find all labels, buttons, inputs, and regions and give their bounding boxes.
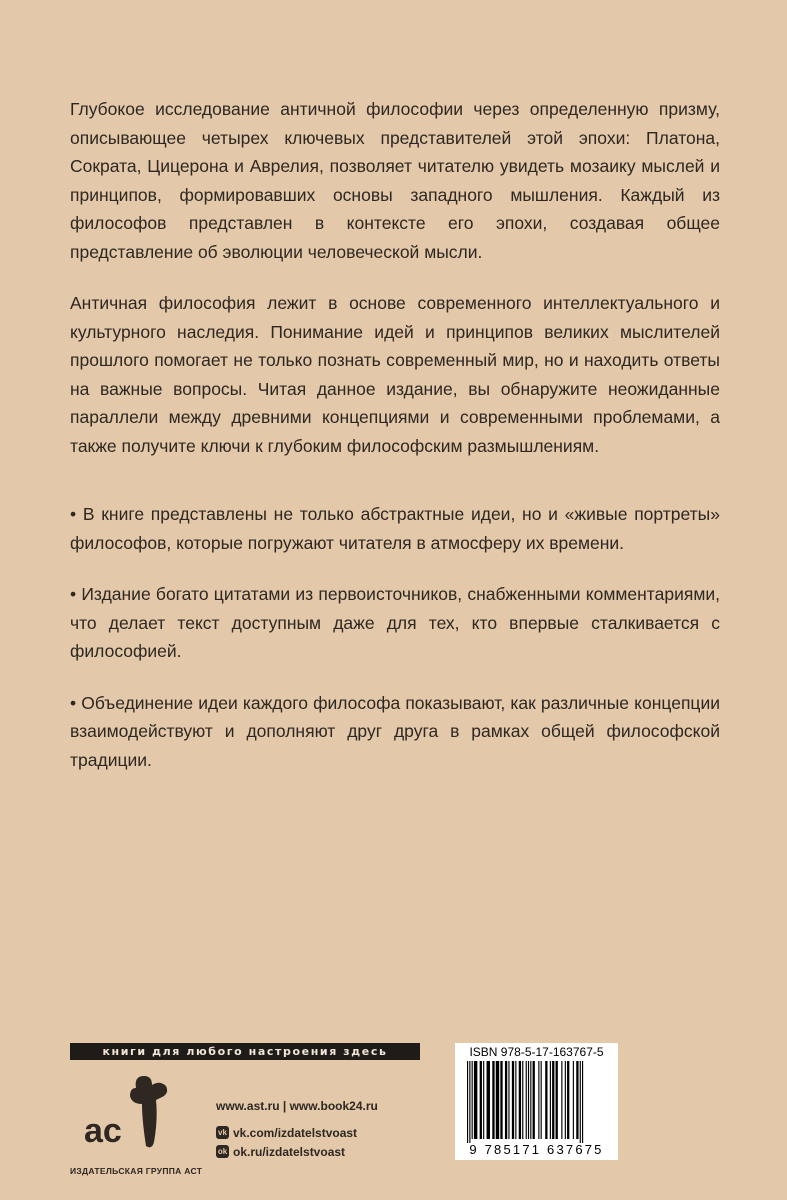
barcode-bar (528, 1061, 529, 1139)
barcode-bar (550, 1061, 551, 1139)
ok-icon: ok (217, 1147, 228, 1156)
tagline-banner: книги для любого настроения здесь (70, 1043, 420, 1060)
barcode-bars (463, 1061, 610, 1143)
barcode-bar (561, 1061, 562, 1139)
barcode-bar (515, 1061, 516, 1139)
ok-link[interactable] (216, 1142, 378, 1161)
barcode-bar (533, 1061, 535, 1139)
bullet-item-3: • Объединение идеи каждого философа показывают, как различные концепции взаимодействуют и дополняют друг друга в рамках общей философской традиции. (70, 692, 720, 770)
barcode-bar (469, 1061, 470, 1143)
paragraph-2: Античная философия лежит в основе современного интеллектуального и культурного наследия. Понимание идей и принципов великих мыслителей прошлого помогает не только познать современный мир, но и находить ответы на важные вопросы. Читая данное издание, вы обнаружите неожиданные параллели между древними концепциями и современными проблемами, а также получите ключи к глубоким философским размышлениям. (70, 293, 720, 456)
barcode-bar (530, 1061, 531, 1139)
barcode-bar (519, 1061, 521, 1139)
vk-link[interactable] (216, 1123, 378, 1142)
barcode-bar (526, 1061, 527, 1139)
website-text[interactable]: www.ast.ru | www.book24.ru (216, 1098, 378, 1113)
barcode-bar (505, 1061, 507, 1139)
description-text (70, 95, 720, 797)
bullet-item-2: • Издание богато цитатами из первоисточников, снабженными комментариями, что делает текст доступным даже для тех, кто впервые сталкивается с философией. (70, 584, 720, 661)
publisher-links (216, 1096, 378, 1161)
barcode-bar (573, 1061, 574, 1139)
barcode-bar (508, 1061, 509, 1139)
barcode-bar (483, 1061, 484, 1139)
ast-logo (78, 1070, 188, 1160)
barcode-bar (565, 1061, 566, 1139)
vk-icon: vk (216, 1126, 229, 1139)
barcode-bar (522, 1061, 523, 1139)
publisher-name: ИЗДАТЕЛЬСКАЯ ГРУППА АСТ (70, 1166, 203, 1176)
ok-link-text[interactable]: ok.ru/izdatelstvoast (233, 1144, 346, 1159)
barcode-digits: 9 785171 637675 (469, 1142, 604, 1157)
bullet-item-1: • В книге представлены не только абстрактные идеи, но и «живые портреты» философов, которые погружают читателя в атмосферу их времени. (70, 504, 720, 553)
barcode-bar (582, 1061, 583, 1143)
barcode-bar (556, 1061, 558, 1139)
bullet-list (70, 500, 720, 774)
isbn-number: ISBN 978-5-17-163767-5 (469, 1045, 604, 1059)
isbn-barcode (455, 1043, 618, 1160)
paragraph-1: Глубокое исследование античной философии через определенную призму, описывающее четырех ключевых представителей этой эпохи: Платона, Сократа, Цицерона и Аврелия, позволяет читателю увидеть мозаику мыслей и принципов, формировавших основы западного мышления. Каждый из философов представлен в контексте его эпохи, создавая общее представление об эволюции человеческой мысли. (70, 99, 720, 262)
barcode-bar (576, 1061, 578, 1139)
barcode-bar (512, 1061, 514, 1139)
vk-link-text[interactable]: vk.com/izdatelstvoast (233, 1125, 358, 1140)
barcode-bar (474, 1061, 477, 1139)
barcode-bar (480, 1061, 482, 1139)
barcode-bar (496, 1061, 499, 1139)
barcode-bar (492, 1061, 494, 1139)
barcode-bar (580, 1061, 581, 1143)
barcode-bar (487, 1061, 490, 1139)
barcode-bar (567, 1061, 569, 1139)
barcode-bar (552, 1061, 554, 1139)
barcode-bar (545, 1061, 547, 1139)
barcode-bar (472, 1061, 473, 1139)
barcode-bar (541, 1061, 542, 1139)
barcode-bar (500, 1061, 502, 1139)
barcode-bar (538, 1061, 539, 1139)
logo-text: ac (84, 1112, 122, 1150)
barcode-bar (467, 1061, 468, 1143)
website-links[interactable] (216, 1096, 378, 1115)
